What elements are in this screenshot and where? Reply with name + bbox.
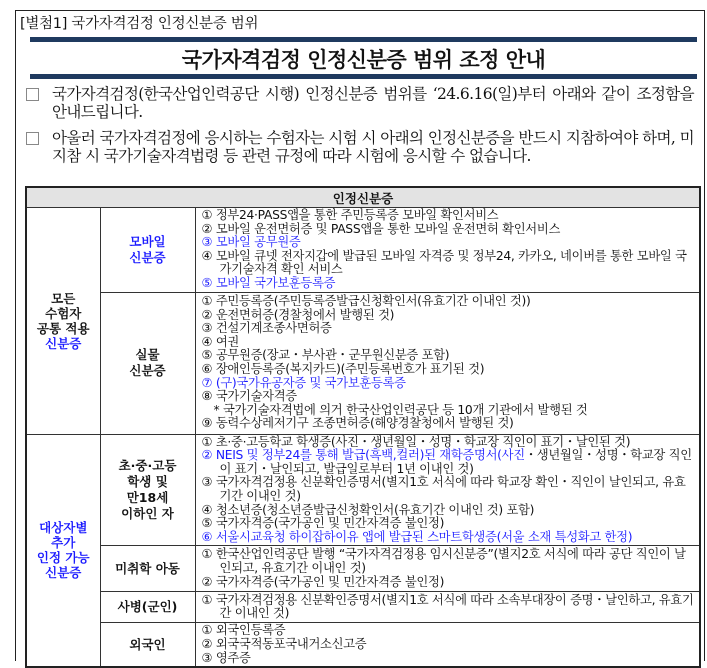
id-list-item: [202, 652, 696, 666]
id-list-item: [202, 417, 696, 431]
group-label-line: 신분증: [45, 335, 82, 351]
table-row: [26, 292, 700, 434]
id-item-text: ② 모바일 운전면허증 및 PASS앱을 통한 모바일 운전면허 확인서비스: [201, 221, 561, 236]
id-list-item: [202, 250, 696, 277]
id-list-item: [202, 449, 696, 476]
notice-paragraph-2: 아울러 국가자격검정에 응시하는 수험자는 시험 시 아래의 인정신분증을 반드시 지참하여야 하며, 미지참 시 국가기술자격법령 등 관련 규정에 따라 시험에 응시할 수 없습니다.: [22, 129, 694, 165]
id-list: [195, 292, 700, 434]
id-item-text: ⑤ 모바일 국가보훈등록증: [201, 275, 336, 290]
id-list-item: [202, 390, 696, 404]
title-bar-bottom: [30, 74, 697, 79]
id-list-item: [202, 363, 696, 377]
id-item-text: ④ 여권: [201, 334, 239, 349]
category-label-line: 실물: [135, 347, 160, 363]
id-item-text: ② 운전면허증(경찰청에서 발행된 것): [201, 307, 395, 322]
category-label: [100, 546, 195, 592]
table-row: [26, 208, 700, 293]
id-item-text: ⑧ 국가기술자격증: [201, 389, 297, 404]
id-item-text: ④ 모바일 큐넷 전자지갑에 발급된 모바일 자격증 및 정부24, 카카오, 네이버를 통한 모바일 국가기술자격 확인 서비스: [201, 248, 687, 277]
table-row: [26, 623, 700, 667]
id-list-item: [202, 594, 696, 621]
category-label: [100, 623, 195, 667]
id-item-text: ② 국가자격증(국가공인 및 민간자격증 불인정): [201, 574, 445, 589]
id-item-text: ④ 청소년증(청소년증발급신청확인서(유효기간 이내인 것) 포함): [201, 502, 535, 517]
id-list: [195, 434, 700, 546]
category-label: [100, 592, 195, 623]
id-item-text: ③ 모바일 공무원증: [201, 235, 301, 250]
id-item-text: * 국가기술자격법에 의거 한국산업인력공단 등 10개 기관에서 발행된 것: [213, 402, 588, 417]
id-list: [195, 208, 700, 293]
group-label-line: 대상자별: [39, 520, 88, 536]
checkbox-bullet-icon: [26, 132, 39, 145]
attachment-label: [별첨1] 국가자격검정 인정신분증 범위: [20, 16, 259, 32]
category-label: [100, 292, 195, 434]
id-list-item: [202, 209, 696, 223]
group-label-line: 추가: [51, 535, 76, 551]
page-title: 국가자격검정 인정신분증 범위 조정 안내: [181, 48, 546, 72]
group-label: [26, 434, 100, 667]
category-label-line: 만18세: [126, 489, 169, 505]
checkbox-bullet-icon: [26, 88, 39, 101]
id-list-item: [202, 548, 696, 575]
id-item-text: ③ 영주증: [201, 650, 251, 665]
category-label-line: 사병(군인): [117, 599, 178, 615]
id-list: [195, 623, 700, 667]
title-bar-top: [30, 37, 697, 42]
group-label-line: 수험자: [45, 305, 82, 321]
id-item-text: ⑤ 국가자격증(국가공인 및 민간자격증 불인정): [201, 516, 445, 531]
category-label: [100, 434, 195, 546]
category-label-line: 이하인 자: [121, 505, 174, 521]
id-list-item: [202, 322, 696, 336]
category-label-line: 학생 및: [127, 473, 168, 489]
table-header: 인정신분증: [26, 187, 700, 208]
id-item-text: ③ 건설기계조종사면허증: [201, 321, 332, 336]
id-list-item: [202, 531, 696, 545]
id-list-item: [202, 517, 696, 531]
id-item-text: ① 한국산업인력공단 발행 “국가자격검정용 임시신분증”(별지2호 서식에 따라 공단 직인이 날인되고, 유효기간 이내인 것): [201, 547, 686, 576]
id-table: [25, 186, 701, 668]
id-item-text: ② NEIS 및 정부24를 통해 발급(흑백,컬러)된 재학증명서(사진: [201, 448, 525, 463]
id-item-text: ⑥ 장애인등록증(복지카드)(주민등록번호가 표기된 것): [201, 362, 485, 377]
id-item-text: ① 국가자격검정용 신분확인증명서(별지1호 서식에 따라 소속부대장이 증명・날인하고, 유효기간 이내인 것): [201, 592, 694, 621]
group-label-line: 공통 적용: [36, 320, 90, 336]
id-item-text: ・생년월일・성명・학교장 직인이 표기・날인되고, 발급일로부터 1년 이내인 것): [219, 448, 692, 476]
id-item-text: ① 주민등록증(주민등록증발급신청확인서(유효기간 이내인 것)): [201, 294, 531, 309]
table-row: [26, 546, 700, 592]
table-row: [26, 434, 700, 546]
id-item-text: ① 외국인등록증: [201, 623, 286, 638]
id-item-text: ⑦ (구)국가유공자증 및 국가보훈등록증: [201, 375, 406, 390]
category-label-line: 초·중·고등: [118, 457, 177, 473]
table-row: [26, 592, 700, 623]
group-label-line: 모든: [51, 290, 76, 306]
category-label-line: 미취학 아동: [115, 560, 180, 576]
id-list-item: [202, 277, 696, 291]
group-label-line: 인정 가능: [36, 550, 90, 566]
id-list-item: [202, 476, 696, 503]
category-label: [100, 208, 195, 293]
category-label-line: 신분증: [129, 249, 166, 265]
category-label-line: 외국인: [129, 636, 166, 652]
id-item-text: ⑨ 동력수상레저기구 조종면허증(해양경찰청에서 발행된 것): [201, 416, 514, 431]
id-list-item: [202, 576, 696, 590]
id-item-text: ⑤ 공무원증(장교・부사관・군무원신분증 포함): [201, 348, 450, 363]
id-list-item: [202, 295, 696, 309]
id-list: [195, 592, 700, 623]
id-item-text: ③ 국가자격검정용 신분확인증명서(별지1호 서식에 따라 학교장 확인・직인이 날인되고, 유효기간 이내인 것): [201, 475, 686, 503]
id-list-item: [202, 236, 696, 250]
id-list: [195, 546, 700, 592]
id-list-item: [202, 624, 696, 638]
notice-paragraph-1: 국가자격검정(한국산업인력공단 시행) 인정신분증 범위를 ‘24.6.16(일)부터 아래와 같이 조정함을 안내드립니다.: [22, 85, 694, 121]
id-item-text: ① 정부24·PASS앱을 통한 주민등록증 모바일 확인서비스: [201, 208, 499, 222]
category-label-line: 모바일: [129, 233, 166, 249]
group-label-line: 신분증: [45, 565, 82, 581]
id-item-text: ① 초·중·고등학교 학생증(사진・생년월일・성명・학교장 직인이 표기・날인된 것): [201, 434, 631, 449]
category-label-line: 신분증: [129, 363, 166, 379]
id-list-item: [202, 638, 696, 652]
id-item-text: ② 외국국적동포국내거소신고증: [201, 636, 367, 651]
id-item-text: ⑥ 서울시교육청 하이잡하이유 앱에 발급된 스마트학생증(서울 소재 특성화고 한정): [201, 529, 633, 544]
group-label: [26, 208, 100, 435]
